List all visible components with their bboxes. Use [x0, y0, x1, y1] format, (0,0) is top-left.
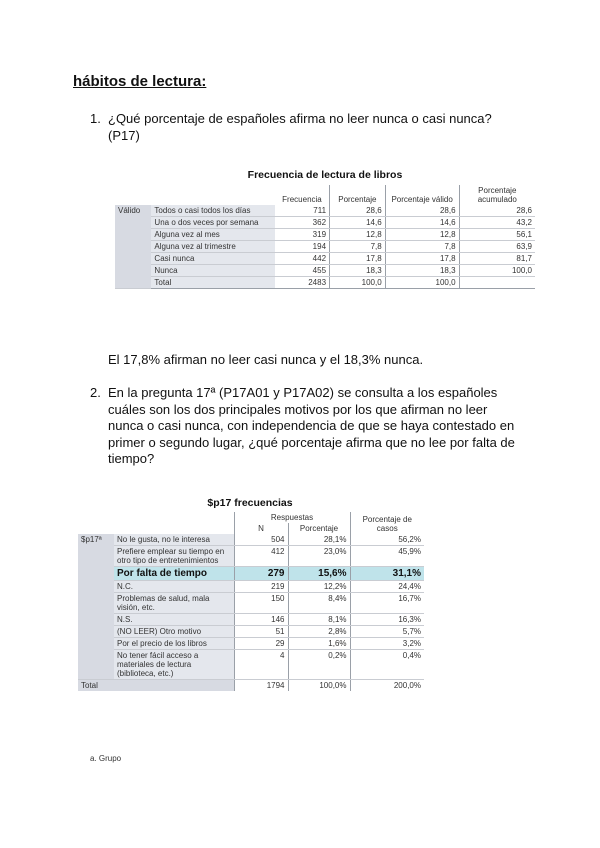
valid-percent-cell: 28,6 — [385, 205, 459, 217]
table-2-body — [78, 534, 424, 691]
n-cell: 4 — [234, 650, 288, 680]
n-cell: 504 — [234, 534, 288, 546]
group-label: $p17ª — [78, 534, 114, 680]
row-label: Nunca — [151, 265, 274, 277]
valid-percent-cell: 14,6 — [385, 217, 459, 229]
header-percent: Porcentaje — [330, 185, 386, 205]
cumulative-percent-cell: 63,9 — [459, 241, 535, 253]
table-row — [78, 650, 424, 680]
cases-percent-cell: 16,3% — [350, 614, 424, 626]
question-2-line: En la pregunta 17ª (P17A01 y P17A02) se consulta a los españoles — [108, 385, 498, 400]
question-1-answer: El 17,8% afirman no leer casi nunca y el 18,3% nunca. — [108, 352, 424, 367]
table-1-title: Frecuencia de lectura de libros — [247, 169, 403, 181]
row-label: Por falta de tiempo — [114, 567, 234, 581]
frequency-cell: 319 — [275, 229, 330, 241]
table-row — [78, 567, 424, 581]
cases-percent-cell: 56,2% — [350, 534, 424, 546]
table-1-header-row — [115, 185, 535, 205]
n-cell: 1794 — [234, 680, 288, 692]
n-cell: 51 — [234, 626, 288, 638]
row-label: Casi nunca — [151, 253, 274, 265]
percent-cell: 8,4% — [288, 593, 350, 614]
table-row — [78, 638, 424, 650]
row-label: Todos o casi todos los días — [151, 205, 274, 217]
percent-cell: 23,0% — [288, 546, 350, 567]
cases-percent-cell: 31,1% — [350, 567, 424, 581]
cumulative-percent-cell: 100,0 — [459, 265, 535, 277]
header-cumulative-percent: Porcentaje acumulado — [459, 185, 535, 205]
question-2-line: cuáles son los dos principales motivos por los que afirman no leer — [108, 401, 488, 417]
row-label: N.S. — [114, 614, 234, 626]
section-heading: hábitos de lectura: — [73, 73, 207, 90]
percent-cell: 28,6 — [330, 205, 386, 217]
header-valid-percent: Porcentaje válido — [385, 185, 459, 205]
row-label: Problemas de salud, mala visión, etc. — [114, 593, 234, 614]
frequency-table — [115, 185, 535, 289]
table-row — [115, 229, 535, 241]
percent-cell: 0,2% — [288, 650, 350, 680]
cumulative-percent-cell: 56,1 — [459, 229, 535, 241]
header-frequency: Frecuencia — [282, 195, 322, 204]
cumulative-percent-cell — [459, 277, 535, 289]
percent-cell: 1,6% — [288, 638, 350, 650]
question-2-text — [108, 385, 528, 468]
n-cell: 29 — [234, 638, 288, 650]
cumulative-percent-cell: 28,6 — [459, 205, 535, 217]
table-1-body — [115, 205, 535, 289]
cases-percent-cell: 24,4% — [350, 581, 424, 593]
cases-percent-cell: 16,7% — [350, 593, 424, 614]
percent-cell: 7,8 — [330, 241, 386, 253]
table-row — [115, 277, 535, 289]
table-row — [78, 534, 424, 546]
n-cell: 279 — [234, 567, 288, 581]
percent-cell: 17,8 — [330, 253, 386, 265]
row-label: (NO LEER) Otro motivo — [114, 626, 234, 638]
row-label: Prefiere emplear su tiempo en otro tipo de entretenimientos — [114, 546, 234, 567]
question-1-number: 1. — [90, 111, 101, 126]
question-2-number: 2. — [90, 385, 101, 400]
group-label: Válido — [115, 205, 151, 289]
percent-cell: 15,6% — [288, 567, 350, 581]
total-label: Total — [78, 680, 234, 692]
valid-percent-cell: 12,8 — [385, 229, 459, 241]
question-2-line: primer o segundo lugar, ¿qué porcentaje afirma que no lee por falta de — [108, 434, 515, 450]
valid-percent-cell: 17,8 — [385, 253, 459, 265]
percent-cell: 14,6 — [330, 217, 386, 229]
frequency-cell: 362 — [275, 217, 330, 229]
row-label: Alguna vez al trimestre — [151, 241, 274, 253]
percent-cell: 18,3 — [330, 265, 386, 277]
row-label: No le gusta, no le interesa — [114, 534, 234, 546]
percent-cell: 100,0 — [330, 277, 386, 289]
valid-percent-cell: 100,0 — [385, 277, 459, 289]
frequency-cell: 442 — [275, 253, 330, 265]
table-row — [115, 205, 535, 217]
table-row — [115, 217, 535, 229]
cases-percent-cell: 200,0% — [350, 680, 424, 692]
percent-cell: 2,8% — [288, 626, 350, 638]
table-2-header-row-1 — [78, 512, 424, 523]
header-cases-percent: Porcentaje de casos — [350, 512, 424, 534]
cases-percent-cell: 0,4% — [350, 650, 424, 680]
table-2-title: $p17 frecuencias — [207, 497, 293, 509]
cumulative-percent-cell: 43,2 — [459, 217, 535, 229]
row-label: N.C. — [114, 581, 234, 593]
table-row — [115, 265, 535, 277]
row-label: No tener fácil acceso a materiales de lectura (biblioteca, etc.) — [114, 650, 234, 680]
motives-table — [78, 512, 424, 691]
valid-percent-cell: 18,3 — [385, 265, 459, 277]
frequency-cell: 711 — [275, 205, 330, 217]
question-1-line: ¿Qué porcentaje de españoles afirma no leer nunca o casi nunca? — [108, 111, 492, 126]
table-row — [115, 241, 535, 253]
row-label: Alguna vez al mes — [151, 229, 274, 241]
cumulative-percent-cell: 81,7 — [459, 253, 535, 265]
total-row — [78, 680, 424, 692]
table-row — [115, 253, 535, 265]
question-1-line: (P17) — [108, 127, 140, 143]
row-label: Una o dos veces por semana — [151, 217, 274, 229]
table-row — [78, 614, 424, 626]
cases-percent-cell: 3,2% — [350, 638, 424, 650]
table-row — [78, 581, 424, 593]
question-1-text — [108, 111, 528, 144]
percent-cell: 12,2% — [288, 581, 350, 593]
row-label: Total — [151, 277, 274, 289]
percent-cell: 8,1% — [288, 614, 350, 626]
table-row — [78, 546, 424, 567]
valid-percent-cell: 7,8 — [385, 241, 459, 253]
n-cell: 412 — [234, 546, 288, 567]
percent-cell: 28,1% — [288, 534, 350, 546]
percent-cell: 12,8 — [330, 229, 386, 241]
n-cell: 150 — [234, 593, 288, 614]
frequency-cell: 194 — [275, 241, 330, 253]
header-responses: Respuestas — [234, 512, 350, 523]
table-2-footnote: a. Grupo — [90, 754, 122, 763]
n-cell: 219 — [234, 581, 288, 593]
header-percent: Porcentaje — [288, 523, 350, 534]
percent-cell: 100,0% — [288, 680, 350, 692]
question-2-line: nunca o casi nunca, con independencia de que se haya contestado en — [108, 418, 515, 433]
table-row — [78, 626, 424, 638]
row-label: Por el precio de los libros — [114, 638, 234, 650]
frequency-cell: 455 — [275, 265, 330, 277]
header-n: N — [234, 523, 288, 534]
cases-percent-cell: 45,9% — [350, 546, 424, 567]
n-cell: 146 — [234, 614, 288, 626]
question-2-line: tiempo? — [108, 451, 155, 466]
cases-percent-cell: 5,7% — [350, 626, 424, 638]
frequency-cell: 2483 — [275, 277, 330, 289]
table-row — [78, 593, 424, 614]
